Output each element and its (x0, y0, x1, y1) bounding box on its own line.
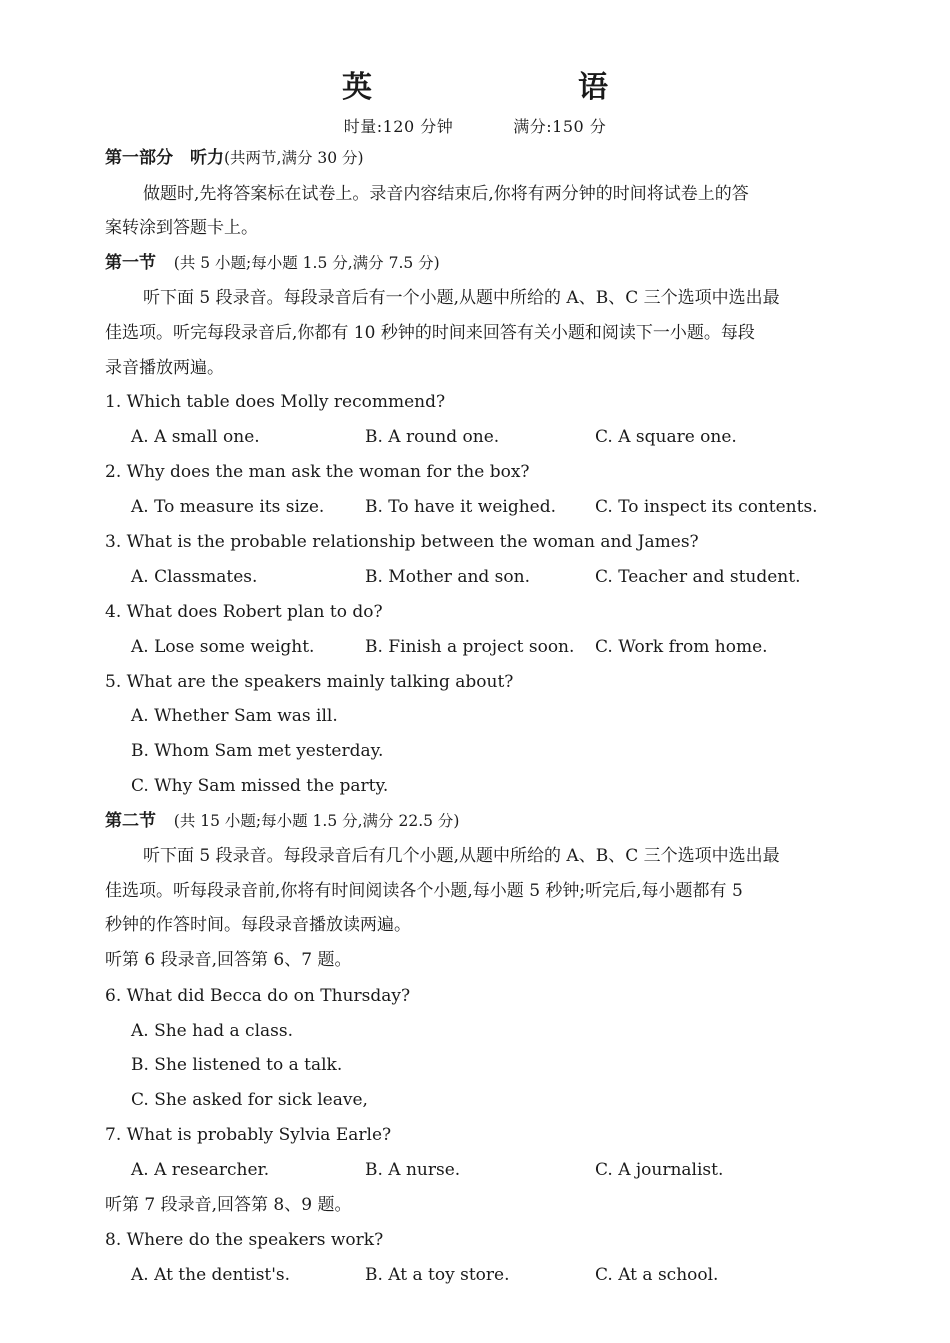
section1-heading-note: (共 5 小题;每小题 1.5 分,满分 7.5 分) (173, 254, 440, 272)
time-limit: 时量:120 分钟 (343, 117, 454, 136)
section2-heading (105, 809, 459, 833)
part1-intro-line-2: 案转涂到答题卡上。 (105, 218, 258, 238)
question-3-option-c: C. Teacher and student. (595, 567, 801, 587)
question-1-option-b: B. A round one. (365, 427, 500, 447)
section1-heading (105, 251, 440, 275)
question-2-stem: 2. Why does the man ask the woman for the box? (105, 462, 530, 482)
question-1-option-a: A. A small one. (131, 427, 260, 447)
question-7-option-b: B. A nurse. (365, 1160, 461, 1180)
question-4-stem: 4. What does Robert plan to do? (105, 602, 383, 622)
question-7-stem: 7. What is probably Sylvia Earle? (105, 1125, 392, 1145)
question-5-option-c: C. Why Sam missed the party. (131, 776, 389, 796)
question-5-stem: 5. What are the speakers mainly talking about? (105, 672, 514, 692)
section2-intro-line-1: 听下面 5 段录音。每段录音后有几个小题,从题中所给的 A、B、C 三个选项中选出最 (143, 846, 780, 866)
question-5-option-b: B. Whom Sam met yesterday. (131, 741, 384, 761)
question-4-option-c: C. Work from home. (595, 637, 768, 657)
part1-intro-line-1: 做题时,先将答案标在试卷上。录音内容结束后,你将有两分钟的时间将试卷上的答 (143, 184, 749, 204)
part1-heading-note: (共两节,满分 30 分) (224, 149, 364, 167)
group-6-instruction: 听第 6 段录音,回答第 6、7 题。 (105, 950, 352, 970)
part1-heading (105, 146, 364, 170)
question-8-option-b: B. At a toy store. (365, 1265, 510, 1285)
question-1-stem: 1. Which table does Molly recommend? (105, 392, 446, 412)
question-8-option-a: A. At the dentist's. (131, 1265, 291, 1285)
section2-heading-note: (共 15 小题;每小题 1.5 分,满分 22.5 分) (173, 812, 460, 830)
question-6-option-a: A. She had a class. (131, 1021, 293, 1041)
question-8-stem: 8. Where do the speakers work? (105, 1230, 384, 1250)
question-1-option-c: C. A square one. (595, 427, 737, 447)
section2-intro-line-3: 秒钟的作答时间。每段录音播放读两遍。 (105, 915, 411, 935)
page-title: 英 语 (342, 70, 696, 105)
full-score: 满分:150 分 (513, 117, 607, 136)
question-8-option-c: C. At a school. (595, 1265, 719, 1285)
question-6-option-b: B. She listened to a talk. (131, 1055, 343, 1075)
question-6-stem: 6. What did Becca do on Thursday? (105, 986, 411, 1006)
question-4-option-b: B. Finish a project soon. (365, 637, 575, 657)
question-4-option-a: A. Lose some weight. (131, 637, 315, 657)
question-2-option-b: B. To have it weighed. (365, 497, 557, 517)
question-3-option-b: B. Mother and son. (365, 567, 530, 587)
section1-intro-line-3: 录音播放两遍。 (105, 358, 224, 378)
section1-heading-text: 第一节 (105, 253, 156, 273)
section2-heading-text: 第二节 (105, 811, 156, 831)
question-6-option-c: C. She asked for sick leave, (131, 1090, 368, 1110)
question-7-option-c: C. A journalist. (595, 1160, 724, 1180)
exam-info (0, 114, 950, 137)
group-7-instruction: 听第 7 段录音,回答第 8、9 题。 (105, 1195, 352, 1215)
question-5-option-a: A. Whether Sam was ill. (131, 706, 338, 726)
question-3-stem: 3. What is the probable relationship between the woman and James? (105, 532, 699, 552)
question-2-option-c: C. To inspect its contents. (595, 497, 818, 517)
section1-intro-line-1: 听下面 5 段录音。每段录音后有一个小题,从题中所给的 A、B、C 三个选项中选出最 (143, 288, 780, 308)
part1-heading-text: 第一部分 听力 (105, 148, 224, 168)
question-7-option-a: A. A researcher. (131, 1160, 270, 1180)
section2-intro-line-2: 佳选项。听每段录音前,你将有时间阅读各个小题,每小题 5 秒钟;听完后,每小题都有 5 (105, 881, 743, 901)
question-2-option-a: A. To measure its size. (131, 497, 325, 517)
section1-intro-line-2: 佳选项。听完每段录音后,你都有 10 秒钟的时间来回答有关小题和阅读下一小题。每段 (105, 323, 755, 343)
question-3-option-a: A. Classmates. (131, 567, 258, 587)
